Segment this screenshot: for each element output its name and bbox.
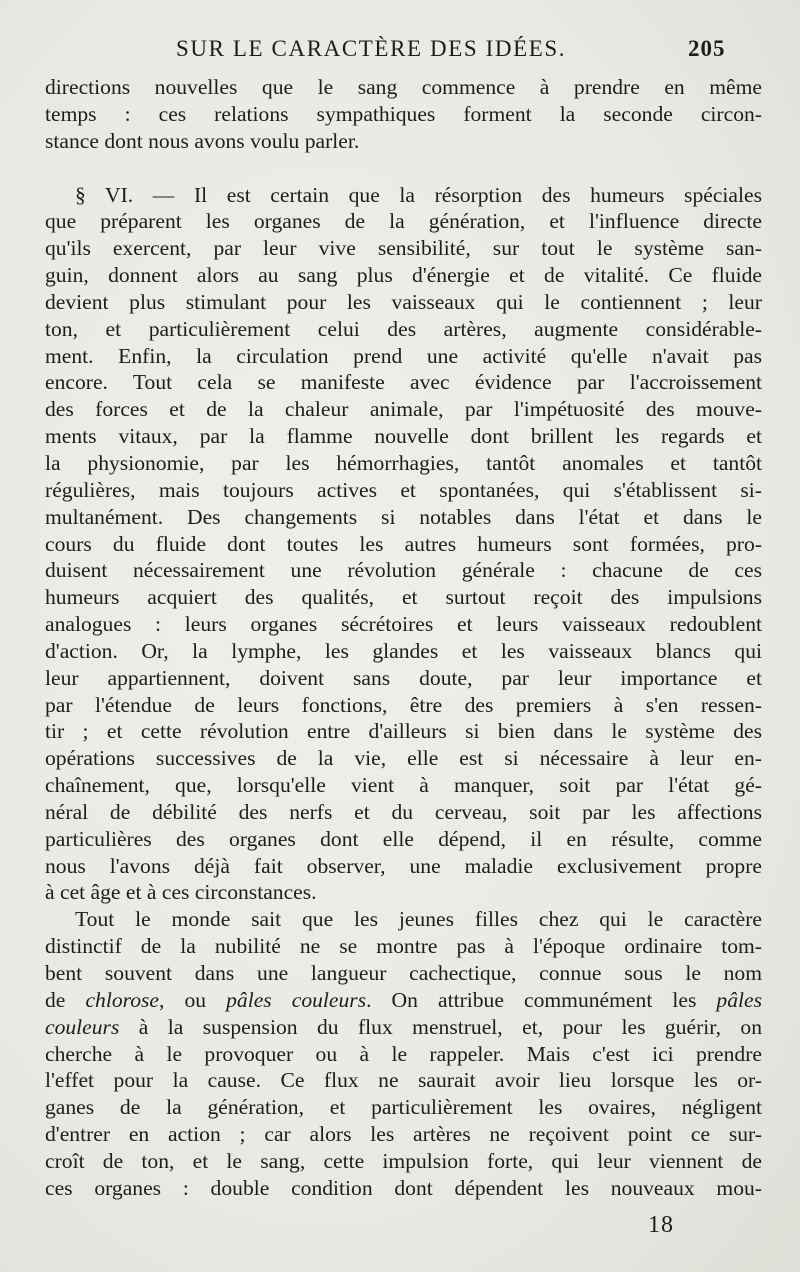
text-line: que préparent les organes de la génération, et l'influence directe — [45, 209, 762, 234]
text-segment: de — [45, 987, 86, 1012]
text-line: cours du fluide dont toutes les autres humeurs sont formées, pro- — [45, 531, 762, 556]
text-line: humeurs acquiert des qualités, et surtout reçoit des impulsions — [45, 585, 762, 610]
italic-term: couleurs — [45, 1014, 120, 1039]
text-line: à cet âge et à ces circonstances. — [45, 880, 317, 905]
page-number: 205 — [688, 36, 726, 61]
text-segment: , ou — [159, 987, 227, 1012]
text-line: tir ; et cette révolution entre d'ailleurs si bien dans le système des — [45, 719, 762, 744]
body-text — [45, 74, 762, 1202]
text-line: par l'étendue de leurs fonctions, être des premiers à s'en ressen- — [45, 692, 762, 717]
text-line: temps : ces relations sympathiques forment la seconde circon- — [45, 101, 762, 126]
text-line: qu'ils exercent, par leur vive sensibilité, sur tout le système san- — [45, 236, 762, 261]
text-line: duisent nécessairement une révolution générale : chacune de ces — [45, 558, 762, 583]
text-line: Tout le monde sait que les jeunes filles chez qui le caractère — [75, 907, 762, 932]
text-line: régulières, mais toujours actives et spontanées, qui s'établissent si- — [45, 477, 762, 502]
text-line: l'effet pour la cause. Ce flux ne saurait avoir lieu lorsque les or- — [45, 1068, 762, 1093]
text-line: des forces et de la chaleur animale, par l'impétuosité des mouve- — [45, 397, 762, 422]
text-line: opérations successives de la vie, elle est si nécessaire à leur en- — [45, 746, 762, 771]
text-line: néral de débilité des nerfs et du cerveau, soit par les affections — [45, 799, 762, 824]
text-line: particulières des organes dont elle dépend, il en résulte, comme — [45, 826, 762, 851]
text-line: ces organes : double condition dont dépendent les nouveaux mou- — [45, 1175, 762, 1200]
text-line: leur appartiennent, doivent sans doute, par leur importance et — [45, 665, 762, 690]
text-line: analogues : leurs organes sécrétoires et leurs vaisseaux redoublent — [45, 612, 762, 637]
text-line: ton, et particulièrement celui des artères, augmente considérable- — [45, 316, 762, 341]
text-line: croît de ton, et le sang, cette impulsion forte, qui leur viennent de — [45, 1148, 762, 1173]
text-line — [45, 987, 762, 1014]
page-header — [0, 36, 800, 70]
italic-term: pâles couleurs — [226, 987, 367, 1012]
text-line: distinctif de la nubilité ne se montre pas à l'époque ordinaire tom- — [45, 934, 762, 959]
text-line: d'action. Or, la lymphe, les glandes et les vaisseaux blancs qui — [45, 638, 762, 663]
italic-term: pâles — [716, 987, 762, 1012]
italic-term: chlorose — [85, 987, 160, 1012]
text-line: d'entrer en action ; car alors les artères ne reçoivent point ce sur- — [45, 1122, 762, 1147]
text-line: devient plus stimulant pour les vaisseaux qui le contiennent ; leur — [45, 289, 762, 314]
text-line: chaînement, que, lorsqu'elle vient à manquer, soit par l'état gé- — [45, 773, 762, 798]
text-line: nous l'avons déjà fait observer, une maladie exclusivement propre — [45, 853, 762, 878]
text-segment: à la suspension du flux menstruel, et, pour les guérir, on — [119, 1014, 762, 1039]
text-segment: . On attribue communément les — [366, 987, 717, 1012]
text-line: ments vitaux, par la flamme nouvelle dont brillent les regards et — [45, 424, 762, 449]
text-line: § VI. — Il est certain que la résorption des humeurs spéciales — [75, 182, 762, 207]
text-line: bent souvent dans une langueur cachectique, connue sous le nom — [45, 961, 762, 985]
text-line: ganes de la génération, et particulièrement les ovaires, négligent — [45, 1095, 762, 1120]
text-line: guin, donnent alors au sang plus d'énergie et de vitalité. Ce fluide — [45, 263, 762, 288]
text-line: stance dont nous avons voulu parler. — [45, 128, 360, 153]
text-line: directions nouvelles que le sang commence à prendre en même — [45, 75, 762, 99]
text-line: la physionomie, par les hémorrhagies, tantôt anomales et tantôt — [45, 450, 762, 475]
text-line: encore. Tout cela se manifeste avec évidence par l'accroissement — [45, 370, 762, 395]
text-line: multanément. Des changements si notables dans l'état et dans le — [45, 504, 762, 529]
text-line: cherche à le provoquer ou à le rappeler. Mais c'est ici prendre — [45, 1041, 762, 1066]
running-title: SUR LE CARACTÈRE DES IDÉES. — [176, 36, 567, 61]
printer-signature-mark: 18 — [648, 1212, 674, 1238]
text-line — [45, 1014, 762, 1041]
text-line: ment. Enfin, la circulation prend une activité qu'elle n'avait pas — [45, 343, 762, 368]
